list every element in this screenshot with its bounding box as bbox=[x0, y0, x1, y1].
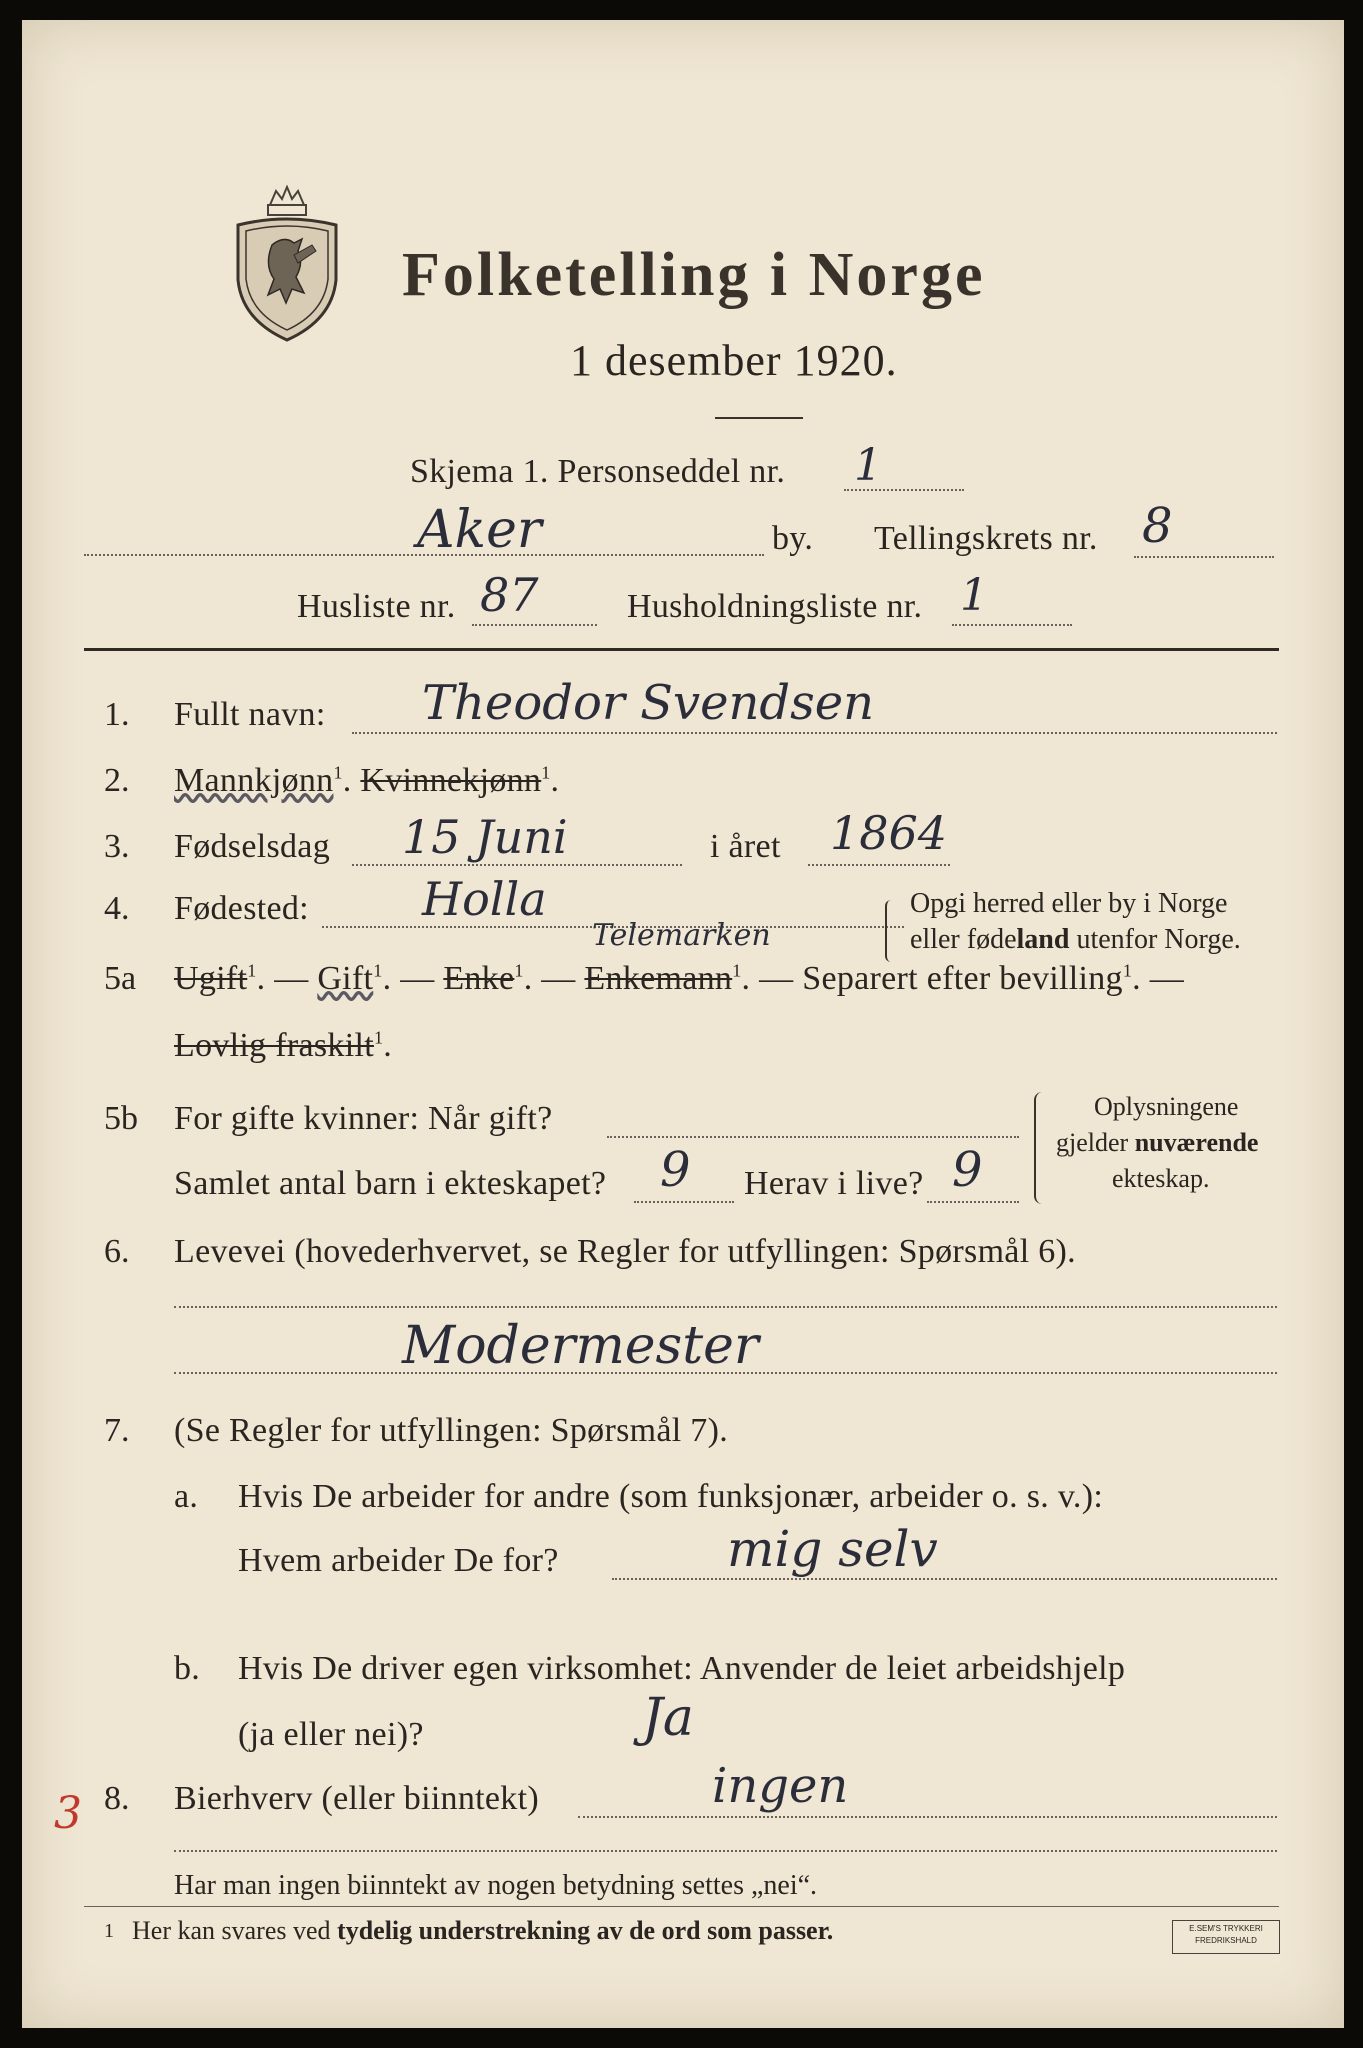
q8-note: Har man ingen biinntekt av nogen betydning settes „nei“. bbox=[174, 1870, 818, 1901]
q3-birth-year-value[interactable]: 1864 bbox=[830, 806, 948, 860]
q3-number: 3. bbox=[104, 828, 130, 865]
q2-footnote-ref: 1 bbox=[333, 762, 343, 783]
q7b-letter: b. bbox=[174, 1650, 201, 1687]
q1-number: 1. bbox=[104, 696, 130, 733]
q5b-note-brace bbox=[1034, 1092, 1046, 1204]
by-label: by. bbox=[772, 520, 814, 557]
footnote-text: Her kan svares ved tydelig understrekning av de ord som passer. bbox=[132, 1916, 834, 1945]
q7b-question: (ja eller nei)? bbox=[238, 1716, 424, 1753]
q5a-option-enke[interactable]: Enke bbox=[443, 960, 515, 997]
q5a-option-lovlig[interactable]: Lovlig fraskilt bbox=[174, 1027, 374, 1064]
personseddel-nr-value[interactable]: 1 bbox=[854, 440, 882, 491]
q2-footnote-ref-2: 1 bbox=[541, 762, 551, 783]
q7a-letter: a. bbox=[174, 1478, 199, 1515]
q5b-live-label: Herav i live? bbox=[744, 1165, 924, 1202]
husholdningsliste-label: Husholdningsliste nr. bbox=[627, 588, 923, 625]
q2-sex-options: Mannkjønn$^1$. Kvinnekjønn$^1$. bbox=[174, 762, 560, 799]
q2-number: 2. bbox=[104, 762, 130, 799]
q4-number: 4. bbox=[104, 890, 130, 927]
q1-full-name-value[interactable]: Theodor Svendsen bbox=[422, 675, 875, 731]
header-rule bbox=[84, 648, 1279, 651]
census-form-page bbox=[22, 20, 1344, 2028]
q4-label: Fødested: bbox=[174, 890, 309, 927]
margin-mark: 3 bbox=[54, 1788, 82, 1839]
coat-of-arms-icon bbox=[232, 185, 342, 345]
printer-stamp: E.SEM'S TRYKKERI FREDRIKSHALD bbox=[1172, 1920, 1280, 1954]
q8-number: 8. bbox=[104, 1780, 130, 1817]
q5b-note-line2: gjelder nuværende bbox=[1056, 1128, 1259, 1157]
q5a-marital-options: Ugift$^1$. — Gift$^1$. — Enke$^1$. — Enkemann$^1$. — Separert efter bevilling$^1$. — bbox=[174, 960, 1185, 997]
q5b-barn-value[interactable]: 9 bbox=[660, 1142, 691, 1198]
tellingskrets-nr-value[interactable]: 8 bbox=[1142, 498, 1173, 554]
q5b-note-line1: Oplysningene bbox=[1094, 1092, 1239, 1121]
q5b-live-value[interactable]: 9 bbox=[952, 1142, 983, 1198]
husholdningsliste-field-line bbox=[952, 624, 1072, 626]
q4-note-line1: Opgi herred eller by i Norge bbox=[910, 888, 1228, 919]
husholdningsliste-nr-value[interactable]: 1 bbox=[960, 570, 988, 621]
q7a-field-line bbox=[612, 1578, 1277, 1580]
q7-label: (Se Regler for utfyllingen: Spørsmål 7). bbox=[174, 1412, 729, 1449]
q5a-option-enkemann[interactable]: Enkemann bbox=[584, 960, 733, 997]
census-date: 1 desember 1920. bbox=[570, 336, 898, 385]
by-value[interactable]: Aker bbox=[417, 500, 542, 560]
tellingskrets-label: Tellingskrets nr. bbox=[874, 520, 1098, 557]
q8-field-line bbox=[578, 1816, 1277, 1818]
q5a-number: 5a bbox=[104, 960, 137, 997]
q5b-when-field-line bbox=[607, 1136, 1019, 1138]
footnote-rule bbox=[84, 1906, 1279, 1907]
q6-number: 6. bbox=[104, 1233, 130, 1270]
footnote-mark: 1 bbox=[104, 1920, 114, 1942]
q2-option-kvinne[interactable]: Kvinnekjønn bbox=[360, 762, 542, 799]
q7b-hired-help-value[interactable]: Ja bbox=[642, 1688, 694, 1748]
q4-birthplace-value[interactable]: Holla bbox=[422, 872, 547, 926]
q3-birth-day-value[interactable]: 15 Juni bbox=[402, 810, 568, 864]
q5a-option-gift[interactable]: Gift bbox=[317, 960, 374, 997]
q8-field-line-2 bbox=[174, 1850, 1277, 1852]
q6-label: Levevei (hovederhvervet, se Regler for utfyllingen: Spørsmål 6). bbox=[174, 1233, 1076, 1270]
q5b-note-line3: ekteskap. bbox=[1112, 1164, 1210, 1193]
title-divider bbox=[715, 417, 803, 419]
q5b-label: For gifte kvinner: Når gift? bbox=[174, 1100, 553, 1137]
q8-label: Bierhverv (eller biinntekt) bbox=[174, 1780, 539, 1817]
q5a-option-ugift[interactable]: Ugift bbox=[174, 960, 248, 997]
q5a-option-lovlig-wrap: Lovlig fraskilt$^1$. bbox=[174, 1027, 393, 1064]
q1-label: Fullt navn: bbox=[174, 696, 326, 733]
q3-aret-label: i året bbox=[710, 828, 781, 865]
q4-birthplace-region-value[interactable]: Telemarken bbox=[592, 918, 771, 953]
q4-note-brace bbox=[885, 900, 897, 962]
tellingskrets-field-line bbox=[1134, 556, 1274, 558]
husliste-nr-value[interactable]: 87 bbox=[480, 568, 539, 622]
q7a-question: Hvem arbeider De for? bbox=[238, 1542, 559, 1579]
q7-number: 7. bbox=[104, 1412, 130, 1449]
q5b-barn-label: Samlet antal barn i ekteskapet? bbox=[174, 1165, 607, 1202]
q5b-number: 5b bbox=[104, 1100, 138, 1137]
q6-field-line-1 bbox=[174, 1306, 1277, 1308]
skjema-label: Skjema 1. Personseddel nr. bbox=[410, 453, 786, 490]
q8-secondary-income-value[interactable]: ingen bbox=[712, 1758, 849, 1814]
q7b-text: Hvis De driver egen virksomhet: Anvender de leiet arbeidshjelp bbox=[238, 1650, 1126, 1687]
q5a-option-separert[interactable]: Separert efter bevilling bbox=[802, 960, 1123, 997]
q1-field-line bbox=[352, 732, 1277, 734]
q3-label: Fødselsdag bbox=[174, 828, 330, 865]
husliste-label: Husliste nr. bbox=[297, 588, 456, 625]
q2-option-mann[interactable]: Mannkjønn bbox=[174, 762, 334, 799]
q6-occupation-value[interactable]: Modermester bbox=[402, 1316, 759, 1376]
q4-note-line2: eller fødeland utenfor Norge. bbox=[910, 924, 1241, 955]
q7a-text: Hvis De arbeider for andre (som funksjonær, arbeider o. s. v.): bbox=[238, 1478, 1104, 1515]
q3-day-field-line bbox=[352, 864, 682, 866]
q3-year-field-line bbox=[808, 864, 950, 866]
husliste-field-line bbox=[472, 624, 597, 626]
page-title: Folketelling i Norge bbox=[402, 241, 986, 309]
q5b-live-field-line bbox=[927, 1201, 1019, 1203]
q7a-employer-value[interactable]: mig selv bbox=[727, 1520, 938, 1578]
q5b-barn-field-line bbox=[634, 1201, 734, 1203]
